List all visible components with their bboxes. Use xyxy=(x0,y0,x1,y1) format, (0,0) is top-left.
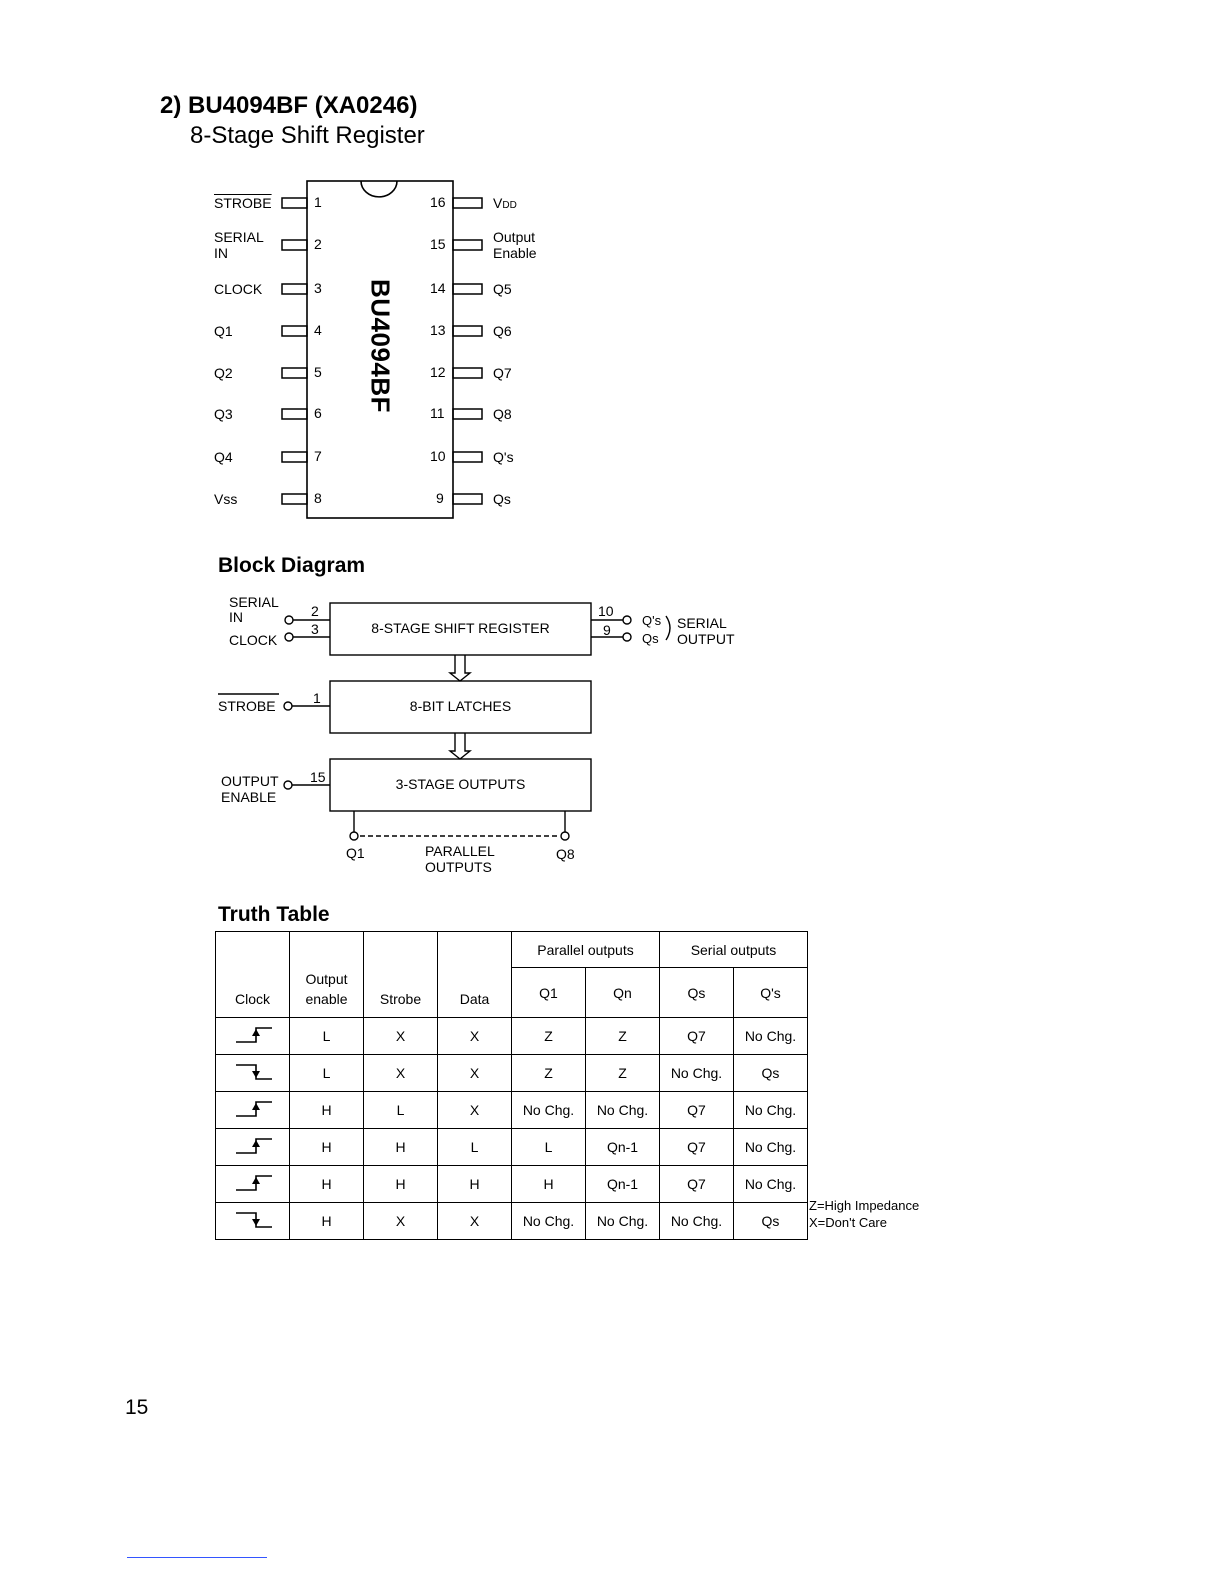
truth-table-heading: Truth Table xyxy=(218,903,330,926)
table-cell: X xyxy=(438,1203,512,1240)
pin-5-label: Q2 xyxy=(214,365,233,381)
clock-cell xyxy=(216,1018,290,1055)
block-diagram-heading: Block Diagram xyxy=(218,554,366,577)
output-enable-pin: 15 xyxy=(310,769,326,785)
table-cell: X xyxy=(364,1055,438,1092)
shift-register-block: 8-STAGE SHIFT REGISTER xyxy=(371,620,550,636)
table-cell: H xyxy=(364,1129,438,1166)
serial-in-pin: 2 xyxy=(311,603,319,619)
table-cell: Q7 xyxy=(660,1166,734,1203)
pin-15-label: Output Enable xyxy=(493,229,537,261)
table-row xyxy=(216,1055,808,1092)
table-cell: No Chg. xyxy=(734,1129,808,1166)
table-cell: No Chg. xyxy=(734,1018,808,1055)
column-header: Q1 xyxy=(512,968,586,1018)
qs-pin: 9 xyxy=(603,622,611,638)
serial-in-label: SERIAL xyxy=(229,594,279,610)
table-cell: Qs xyxy=(734,1203,808,1240)
clock-pin: 3 xyxy=(311,621,319,637)
footer-rule xyxy=(127,1557,267,1558)
pin-4-label: Q1 xyxy=(214,323,233,339)
pin-7-label: Q4 xyxy=(214,449,233,465)
qs-prime-label: Q's xyxy=(642,613,662,628)
outputs-block: 3-STAGE OUTPUTS xyxy=(395,776,526,792)
note-x: X=Don't Care xyxy=(809,1215,887,1230)
table-cell: No Chg. xyxy=(660,1055,734,1092)
table-cell: H xyxy=(290,1166,364,1203)
column-header: Strobe xyxy=(364,932,438,1018)
column-header: Clock xyxy=(216,932,290,1018)
table-cell: L xyxy=(438,1129,512,1166)
pin-9-number: 9 xyxy=(436,490,444,506)
clock-cell xyxy=(216,1055,290,1092)
table-cell: No Chg. xyxy=(734,1166,808,1203)
table-row xyxy=(216,1092,808,1129)
strobe-pin: 1 xyxy=(313,690,321,706)
table-cell: L xyxy=(512,1129,586,1166)
q1-output-label: Q1 xyxy=(346,845,365,861)
latches-block: 8-BIT LATCHES xyxy=(409,698,512,714)
page-number: 15 xyxy=(125,1396,149,1419)
serial-in-label-2: IN xyxy=(229,609,243,625)
table-cell: H xyxy=(290,1129,364,1166)
table-cell: Z xyxy=(512,1055,586,1092)
column-header: Output enable xyxy=(290,932,364,1018)
pin-11-number: 11 xyxy=(430,405,445,421)
table-cell: X xyxy=(364,1018,438,1055)
table-cell: No Chg. xyxy=(512,1203,586,1240)
table-cell: L xyxy=(290,1055,364,1092)
table-cell: X xyxy=(364,1203,438,1240)
clock-falling-edge-icon xyxy=(228,1210,278,1230)
column-header: Data xyxy=(438,932,512,1018)
parallel-label-2: OUTPUTS xyxy=(425,859,492,875)
table-cell: Qn-1 xyxy=(586,1129,660,1166)
table-cell: L xyxy=(364,1092,438,1129)
pin-12-label: Q7 xyxy=(493,365,512,381)
table-cell: No Chg. xyxy=(512,1092,586,1129)
q8-output-label: Q8 xyxy=(556,846,575,862)
table-row xyxy=(216,1166,808,1203)
pin-14-label: Q5 xyxy=(493,281,512,297)
pin-3-number: 3 xyxy=(314,280,322,296)
table-cell: No Chg. xyxy=(586,1092,660,1129)
table-cell: H xyxy=(364,1166,438,1203)
pin-2-number: 2 xyxy=(314,236,322,252)
clock-rising-edge-icon xyxy=(228,1136,278,1156)
clock-cell xyxy=(216,1129,290,1166)
table-cell: Q7 xyxy=(660,1018,734,1055)
pin-13-number: 13 xyxy=(430,322,446,338)
column-header: Qn xyxy=(586,968,660,1018)
table-cell: X xyxy=(438,1092,512,1129)
clock-falling-edge-icon xyxy=(228,1062,278,1082)
table-cell: Q7 xyxy=(660,1129,734,1166)
serial-output-label: SERIAL xyxy=(677,615,727,631)
pin-13-label: Q6 xyxy=(493,323,512,339)
pin-5-number: 5 xyxy=(314,364,322,380)
pin-9-label: Qs xyxy=(493,491,511,507)
output-enable-label: OUTPUT xyxy=(221,773,279,789)
table-cell: Z xyxy=(586,1018,660,1055)
pin-1-number: 1 xyxy=(314,194,322,210)
clock-cell xyxy=(216,1092,290,1129)
table-cell: Z xyxy=(512,1018,586,1055)
pin-16-label: VDD xyxy=(493,195,517,211)
pin-1-label: STROBE xyxy=(214,195,272,211)
group-header-serial: Serial outputs xyxy=(660,932,808,968)
table-cell: No Chg. xyxy=(734,1092,808,1129)
pin-3-label: CLOCK xyxy=(214,281,263,297)
table-row xyxy=(216,1203,808,1240)
pin-2-label: SERIAL IN xyxy=(214,229,264,261)
clock-cell xyxy=(216,1166,290,1203)
pin-11-label: Q8 xyxy=(493,406,512,422)
table-cell: Z xyxy=(586,1055,660,1092)
table-cell: No Chg. xyxy=(586,1203,660,1240)
pin-10-label: Q's xyxy=(493,449,514,465)
pin-16-number: 16 xyxy=(430,194,446,210)
clock-rising-edge-icon xyxy=(228,1099,278,1119)
pin-12-number: 12 xyxy=(430,364,446,380)
table-cell: Q7 xyxy=(660,1092,734,1129)
pin-6-number: 6 xyxy=(314,405,322,421)
chip-label: BU4094BF xyxy=(365,278,396,414)
table-cell: H xyxy=(438,1166,512,1203)
table-cell: Qn-1 xyxy=(586,1166,660,1203)
group-header-parallel: Parallel outputs xyxy=(512,932,660,968)
column-header: Q's xyxy=(734,968,808,1018)
table-cell: X xyxy=(438,1055,512,1092)
serial-output-label-2: OUTPUT xyxy=(677,631,735,647)
output-enable-label-2: ENABLE xyxy=(221,789,277,805)
parallel-label: PARALLEL xyxy=(425,843,495,859)
clock-label: CLOCK xyxy=(229,632,278,648)
clock-rising-edge-icon xyxy=(228,1173,278,1193)
table-cell: H xyxy=(512,1166,586,1203)
page-title: 2) BU4094BF (XA0246) xyxy=(160,92,418,119)
page-subtitle: 8-Stage Shift Register xyxy=(190,122,425,149)
pin-8-label: Vss xyxy=(214,491,238,507)
qs-prime-pin: 10 xyxy=(598,603,614,619)
column-header: Qs xyxy=(660,968,734,1018)
table-cell: X xyxy=(438,1018,512,1055)
table-row xyxy=(216,1018,808,1055)
pin-15-number: 15 xyxy=(430,236,446,252)
note-z: Z=High Impedance xyxy=(809,1198,920,1213)
table-cell: H xyxy=(290,1092,364,1129)
table-cell: Qs xyxy=(734,1055,808,1092)
pin-7-number: 7 xyxy=(314,448,322,464)
clock-cell xyxy=(216,1203,290,1240)
table-cell: L xyxy=(290,1018,364,1055)
pin-8-number: 8 xyxy=(314,490,322,506)
table-cell: H xyxy=(290,1203,364,1240)
pin-14-number: 14 xyxy=(430,280,446,296)
qs-label: Qs xyxy=(642,631,659,646)
truth-table xyxy=(215,931,808,1240)
pin-6-label: Q3 xyxy=(214,406,233,422)
strobe-label: STROBE xyxy=(218,698,276,714)
pin-4-number: 4 xyxy=(314,322,322,338)
table-row xyxy=(216,1129,808,1166)
pin-10-number: 10 xyxy=(430,448,446,464)
table-cell: No Chg. xyxy=(660,1203,734,1240)
clock-rising-edge-icon xyxy=(228,1025,278,1045)
